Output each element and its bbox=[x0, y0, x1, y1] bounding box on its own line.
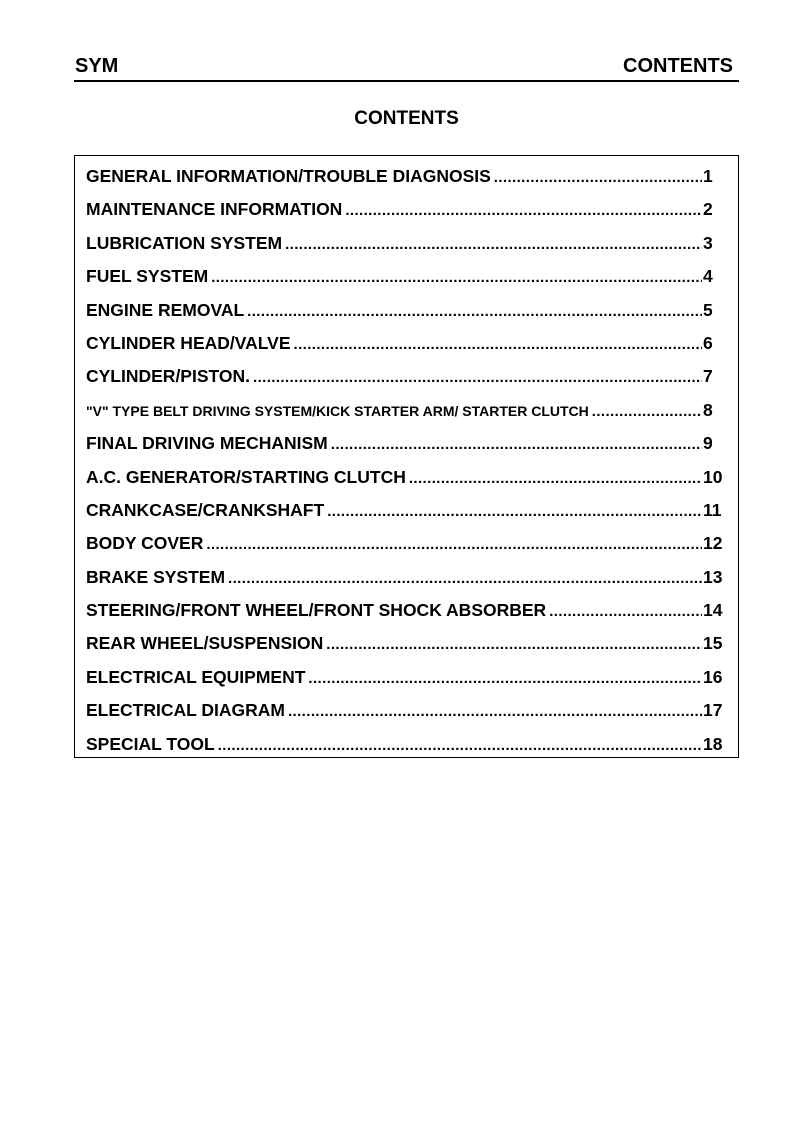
toc-entry-label: LUBRICATION SYSTEM bbox=[86, 232, 283, 253]
toc-leader-dots bbox=[206, 533, 702, 557]
header-section-title: CONTENTS bbox=[623, 55, 733, 77]
toc-entry-page: 3 bbox=[703, 232, 713, 253]
toc-leader-dots bbox=[294, 333, 702, 357]
toc-leader-dots bbox=[228, 567, 702, 591]
toc-entry[interactable] bbox=[86, 364, 725, 397]
page-title: CONTENTS bbox=[354, 108, 459, 129]
toc-entry-label: MAINTENANCE INFORMATION bbox=[86, 199, 343, 220]
toc-leader-dots bbox=[331, 433, 702, 457]
toc-leader-dots bbox=[285, 233, 702, 257]
toc-entry-label: FUEL SYSTEM bbox=[86, 266, 209, 287]
toc-leader-dots bbox=[326, 633, 702, 657]
toc-leader-dots bbox=[549, 600, 702, 624]
toc-entry[interactable] bbox=[86, 298, 725, 331]
toc-entry[interactable] bbox=[86, 431, 725, 464]
toc-leader-dots bbox=[345, 199, 702, 223]
toc-entry-page: 10 bbox=[703, 466, 723, 487]
toc-entry-page: 9 bbox=[703, 433, 713, 454]
toc-entry-label: ELECTRICAL DIAGRAM bbox=[86, 700, 285, 721]
toc-entry[interactable] bbox=[86, 665, 725, 698]
toc-leader-dots bbox=[327, 500, 702, 524]
toc-entry-label: GENERAL INFORMATION/TROUBLE DIAGNOSIS bbox=[86, 166, 491, 186]
toc-entry-label: A.C. GENERATOR/STARTING CLUTCH bbox=[86, 466, 406, 487]
toc-entry[interactable] bbox=[86, 231, 725, 264]
toc-entry-label: FINAL DRIVING MECHANISM bbox=[86, 433, 328, 454]
toc-entry-label: BODY COVER bbox=[86, 533, 204, 554]
toc-entry-label: "V" TYPE BELT DRIVING SYSTEM/KICK STARTER ARM/ STARTER CLUTCH bbox=[86, 402, 589, 419]
toc-entry[interactable] bbox=[86, 331, 725, 364]
toc-entry-label: CRANKCASE/CRANKSHAFT bbox=[86, 499, 325, 520]
toc-entry[interactable] bbox=[86, 631, 725, 664]
header-brand: SYM bbox=[75, 55, 119, 77]
toc-entry[interactable] bbox=[86, 598, 725, 631]
toc-leader-dots bbox=[247, 300, 702, 324]
toc-leader-dots bbox=[211, 266, 702, 290]
toc-entry[interactable] bbox=[86, 264, 725, 297]
toc-entry-label: REAR WHEEL/SUSPENSION bbox=[86, 633, 324, 654]
toc-entry-page: 5 bbox=[703, 299, 713, 320]
toc-leader-dots bbox=[288, 700, 702, 724]
toc-entry-page: 1 bbox=[703, 166, 713, 186]
toc-entry-page: 14 bbox=[703, 600, 723, 621]
page-header bbox=[74, 52, 739, 82]
toc-leader-dots bbox=[218, 734, 702, 758]
toc-entry-label: CYLINDER/PISTON. bbox=[86, 366, 251, 387]
toc-entry-label: BRAKE SYSTEM bbox=[86, 566, 226, 587]
toc-leader-dots bbox=[409, 467, 702, 491]
toc-entry-page: 6 bbox=[703, 332, 713, 353]
toc-leader-dots bbox=[253, 366, 702, 390]
toc-leader-dots bbox=[494, 166, 702, 190]
toc-entry[interactable] bbox=[86, 565, 725, 598]
toc-entry[interactable] bbox=[86, 531, 725, 564]
toc-list bbox=[86, 164, 725, 765]
toc-entry-page: 12 bbox=[703, 533, 723, 554]
toc-entry-page: 15 bbox=[703, 633, 723, 654]
toc-entry-label: ELECTRICAL EQUIPMENT bbox=[86, 666, 306, 687]
toc-entry-page: 4 bbox=[703, 266, 713, 287]
toc-entry-page: 7 bbox=[703, 366, 713, 387]
toc-entry-page: 2 bbox=[703, 199, 713, 220]
toc-entry[interactable] bbox=[86, 498, 725, 531]
toc-entry-label: CYLINDER HEAD/VALVE bbox=[86, 332, 291, 353]
toc-entry-label: STEERING/FRONT WHEEL/FRONT SHOCK ABSORBER bbox=[86, 600, 547, 621]
toc-entry[interactable] bbox=[86, 698, 725, 731]
toc-leader-dots bbox=[308, 667, 702, 691]
toc-entry-label: ENGINE REMOVAL bbox=[86, 299, 245, 320]
toc-leader-dots bbox=[592, 400, 702, 424]
toc-entry-page: 11 bbox=[703, 499, 722, 520]
toc-entry[interactable] bbox=[86, 197, 725, 230]
toc-entry-page: 17 bbox=[703, 700, 723, 721]
toc-entry-page: 16 bbox=[703, 666, 723, 687]
toc-entry[interactable] bbox=[86, 164, 725, 197]
toc-entry[interactable] bbox=[86, 732, 725, 765]
toc-entry[interactable] bbox=[86, 398, 725, 431]
toc-entry-page: 8 bbox=[703, 399, 713, 420]
toc-entry-page: 18 bbox=[703, 733, 723, 754]
toc-entry[interactable] bbox=[86, 465, 725, 498]
toc-entry-page: 13 bbox=[703, 566, 723, 587]
toc-entry-label: SPECIAL TOOL bbox=[86, 733, 215, 754]
table-of-contents bbox=[74, 155, 739, 758]
